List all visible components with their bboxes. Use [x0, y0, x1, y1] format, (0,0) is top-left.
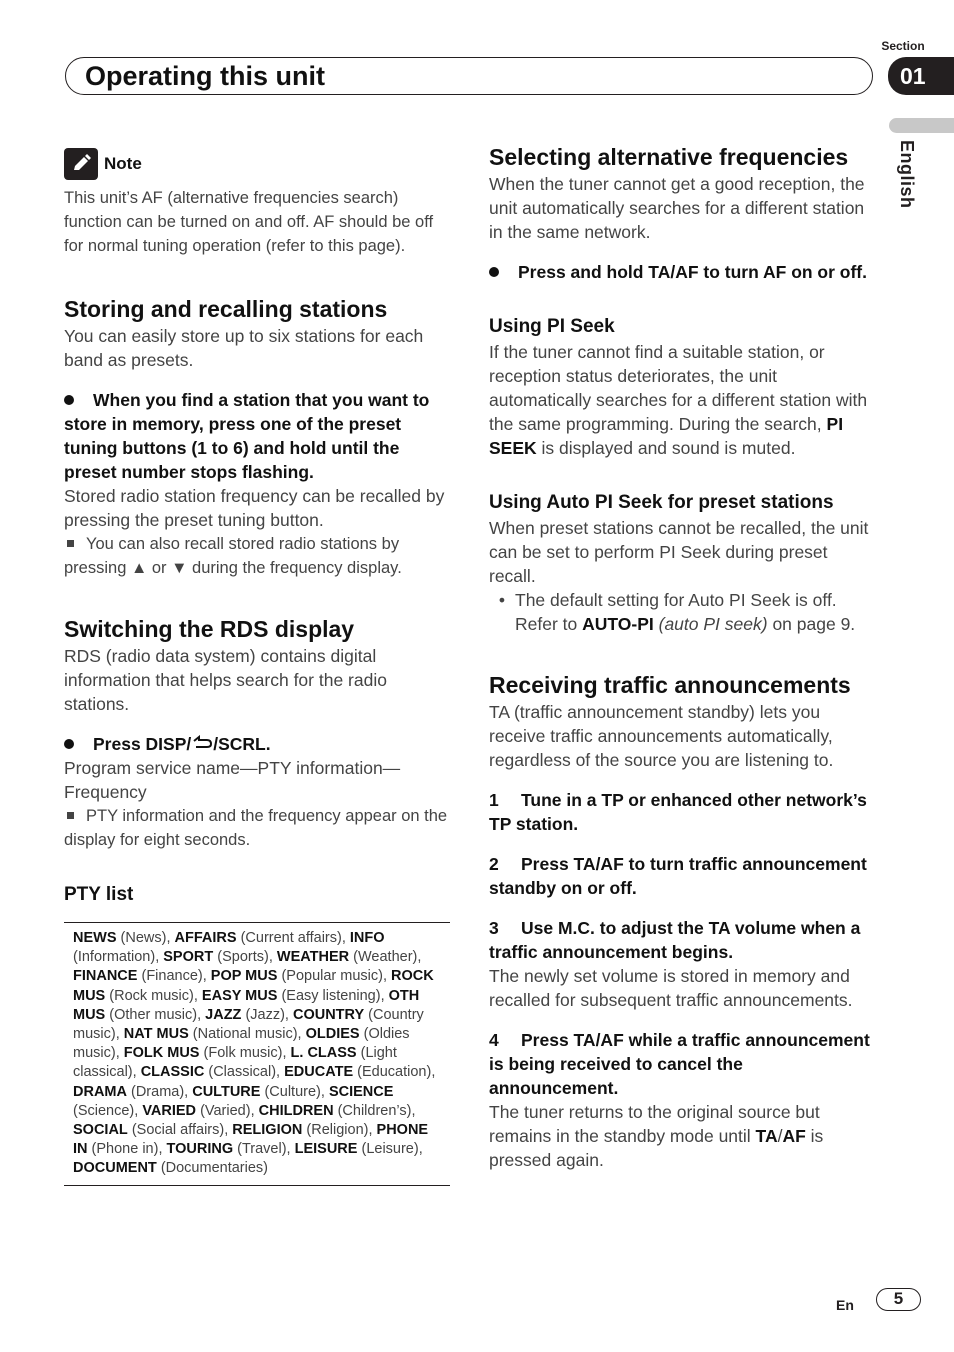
pty-code: RELIGION [232, 1122, 303, 1139]
step-text: Press TA/AF while a traffic announcement is being received to cancel the announcement. [489, 1030, 870, 1098]
pty-desc: (Education) [357, 1064, 432, 1081]
step4-result-af: AF [782, 1126, 806, 1146]
pty-item [175, 930, 342, 946]
rds-intro: RDS (radio data system) contains digital information that helps search for the radio stations. [64, 646, 387, 714]
traffic-step-3-result: The newly set volume is stored in memory and recalled for subsequent traffic announcements. [489, 966, 853, 1010]
step-text: Tune in a TP or enhanced other network’s TP station. [489, 790, 867, 834]
auto-pi-bullet-bold: AUTO-PI [582, 614, 654, 634]
pty-code: L. CLASS [290, 1045, 357, 1062]
pty-code: OTH MUS [73, 987, 420, 1023]
return-arrow-icon [191, 735, 213, 749]
pty-list: NEWS (News), AFFAIRS (Current affairs), INFO (Information), SPORT (Sports), WEATHER (Weather), FINANCE (Finance), POP MUS (Popular music), ROCK MUS (Rock music), EASY MUS (Easy listening), OTH MUS (Other music), JAZZ (Jazz), COUNTRY (Country music), NAT MUS (National music), OLDIES (Oldies music), FOLK MUS (Folk music), L. CLASS (Light classical), CLASSIC (Classical), EDUCATE (Education), DRAMA (Drama), CULTURE (Culture), SCIENCE (Science), VARIED (Varied), CHILDREN (Children’s), SOCIAL (Social affairs), RELIGION (Religion), PHONE IN (Phone in), TOURING (Travel), LEISURE (Leisure), DOCUMENT (Documentaries) [64, 922, 450, 1186]
step4-result-slash: / [777, 1126, 783, 1146]
pty-code: FOLK MUS [123, 1045, 200, 1062]
auto-pi-heading: Using Auto PI Seek for preset stations [489, 492, 834, 513]
pty-desc: (Children’s) [337, 1102, 412, 1119]
pty-item [73, 1160, 268, 1176]
pty-code: NEWS [73, 930, 117, 946]
storing-instruction-text: When you find a station that you want to store in memory, press one of the preset tuning buttons (1 to 6) and hold until the preset number stops flashing. [64, 390, 430, 482]
pty-item [277, 949, 417, 965]
step-number: 3 [489, 918, 499, 938]
traffic-step-1 [489, 788, 875, 836]
pty-code: FINANCE [73, 968, 138, 985]
right-column [489, 142, 875, 1172]
footer-language: En [836, 1297, 854, 1313]
bullet-icon [489, 267, 499, 277]
pty-code: DRAMA [73, 1083, 127, 1100]
pty-code: EASY MUS [201, 987, 278, 1004]
auto-pi-bullet [489, 588, 875, 636]
pty-desc: (Weather) [353, 949, 418, 966]
section-number: 01 [888, 57, 954, 95]
traffic-step-4-result [489, 1100, 875, 1172]
pty-desc: (Social affairs) [131, 1122, 225, 1139]
pty-desc: (Science) [73, 1102, 135, 1119]
pty-code: CHILDREN [258, 1102, 334, 1119]
pty-desc: (Leisure) [361, 1141, 419, 1158]
pty-code: CLASSIC [140, 1064, 205, 1081]
pty-desc: (Other music) [109, 1006, 198, 1023]
traffic-step-4 [489, 1028, 875, 1100]
storing-tip [64, 532, 450, 580]
pty-code: SCIENCE [328, 1083, 394, 1100]
pty-desc: (Travel) [237, 1141, 287, 1158]
small-bullet-icon: • [498, 590, 506, 610]
storing-intro: You can easily store up to six stations for each band as presets. [64, 326, 424, 370]
pty-code: DOCUMENT [73, 1160, 157, 1177]
pty-code: SOCIAL [73, 1122, 128, 1139]
square-bullet-icon [67, 540, 74, 547]
pty-desc: (Popular music) [281, 968, 383, 985]
pty-code: CULTURE [192, 1083, 261, 1100]
pty-heading: PTY list [64, 884, 134, 905]
pty-item [73, 930, 166, 946]
pty-desc: (Easy listening) [281, 987, 381, 1004]
pty-desc: (Country music) [73, 1006, 424, 1043]
pty-item [124, 1026, 298, 1042]
pty-desc: (Current affairs) [240, 930, 342, 946]
page-title: Operating this unit [85, 61, 325, 91]
pty-desc: (Light classical) [73, 1045, 397, 1081]
pty-item [192, 1084, 321, 1100]
alt-freq-intro: When the tuner cannot get a good reception, the unit automatically searches for a different station in the same network. [489, 174, 865, 242]
auto-pi-bullet-italic: (auto PI seek) [658, 614, 768, 634]
pty-desc: (Classical) [208, 1064, 277, 1081]
square-bullet-icon [67, 812, 74, 819]
step-text: Use M.C. to adjust the TA volume when a traffic announcement begins. [489, 918, 861, 962]
pty-code: TOURING [166, 1141, 234, 1158]
storing-result: Stored radio station frequency can be recalled by pressing the preset tuning button. [64, 486, 445, 530]
pty-desc: (News) [120, 930, 167, 946]
storing-instruction [64, 388, 450, 484]
pty-item [211, 968, 383, 984]
storing-heading: Storing and recalling stations [64, 296, 388, 322]
pty-item [259, 1103, 412, 1119]
pty-code: WEATHER [276, 949, 350, 966]
pi-seek-text-after: is displayed and sound is muted. [541, 438, 796, 458]
pty-code: NAT MUS [123, 1026, 189, 1043]
traffic-intro: TA (traffic announcement standby) lets you receive traffic announcements automatically, regardless of the source you are listening to. [489, 702, 834, 770]
pty-code: INFO [349, 930, 385, 946]
step4-result-prefix: The tuner returns to the original source but remains in the standby mode until [489, 1102, 820, 1146]
pty-code: SPORT [163, 949, 214, 966]
pty-desc: (Finance) [141, 968, 203, 985]
rds-tip-text: PTY information and the frequency appear on the display for eight seconds. [64, 807, 448, 849]
pty-code: ROCK MUS [73, 968, 434, 1004]
pty-item [124, 1045, 283, 1061]
pi-seek-bold: PI SEEK [489, 414, 844, 458]
pty-item [202, 988, 381, 1004]
pi-seek-text [489, 340, 875, 460]
pty-item [73, 968, 203, 984]
rds-instruction-prefix: Press DISP/ [93, 734, 192, 754]
left-column [64, 148, 450, 1186]
pty-item [284, 1064, 431, 1080]
note-pencil-icon [64, 148, 98, 180]
pty-desc: (Drama) [131, 1083, 185, 1100]
pty-code: COUNTRY [292, 1006, 365, 1023]
note-text: This unit’s AF (alternative frequencies search) function can be turned on and off. AF should be off for normal tuning operation (refer to this page). [64, 189, 434, 255]
traffic-step-3 [489, 916, 875, 964]
pty-desc: (Oldies music) [73, 1026, 410, 1062]
note-header [64, 148, 450, 180]
pty-item [205, 1007, 285, 1023]
step4-result-ta: TA [755, 1126, 778, 1146]
rds-tip [64, 804, 450, 852]
pty-code: LEISURE [294, 1141, 358, 1158]
rds-instruction-suffix: /SCRL. [213, 734, 271, 754]
pty-desc: (Culture) [264, 1083, 321, 1100]
step-number: 4 [489, 1030, 499, 1050]
pty-desc: (Religion) [306, 1122, 369, 1139]
pty-code: VARIED [142, 1102, 197, 1119]
auto-pi-bullet-prefix: The default setting for Auto PI Seek is off. Refer to [515, 590, 837, 634]
auto-pi-bullet-suffix: on page 9. [772, 614, 856, 634]
pty-desc: (National music) [192, 1026, 298, 1043]
step-text: Press TA/AF to turn traffic announcement standby on or off. [489, 854, 867, 898]
pty-desc: (Rock music) [109, 987, 194, 1004]
pty-code: PHONE IN [73, 1122, 429, 1158]
step4-result-suffix: is pressed again. [489, 1126, 824, 1170]
step-number: 2 [489, 854, 499, 874]
pty-item [73, 1122, 224, 1138]
storing-tip-text: You can also recall stored radio stations by pressing ▲ or ▼ during the frequency display. [64, 535, 402, 577]
pty-item [232, 1122, 368, 1138]
pty-item [142, 1103, 250, 1119]
pty-code: JAZZ [205, 1006, 242, 1023]
pty-desc: (Varied) [200, 1102, 251, 1119]
pty-item [295, 1141, 419, 1157]
pty-code: AFFAIRS [174, 930, 237, 946]
pi-seek-heading: Using PI Seek [489, 316, 615, 337]
step-number: 1 [489, 790, 499, 810]
pty-code: OLDIES [305, 1026, 360, 1043]
alt-freq-instruction [489, 260, 875, 284]
page-number: 5 [876, 1288, 921, 1311]
alt-freq-instruction-text: Press and hold TA/AF to turn AF on or off. [518, 262, 868, 282]
rds-heading: Switching the RDS display [64, 616, 355, 642]
traffic-step-2 [489, 852, 875, 900]
pi-seek-text-main: If the tuner cannot find a suitable station, or reception status deteriorates, the unit automatically searches for a different station with the same programming. During the search, [489, 342, 868, 434]
pty-desc: (Phone in) [91, 1141, 159, 1158]
pty-desc: (Sports) [217, 949, 269, 966]
pty-desc: (Information) [73, 949, 156, 966]
bullet-icon [64, 395, 74, 405]
pty-code: EDUCATE [284, 1064, 354, 1081]
pty-desc: (Folk music) [203, 1045, 283, 1062]
bullet-icon [64, 739, 74, 749]
section-label: Section [881, 39, 925, 53]
rds-instruction [64, 732, 450, 756]
traffic-heading: Receiving traffic announcements [489, 672, 851, 698]
pty-item [163, 949, 269, 965]
alt-freq-heading: Selecting alternative frequencies [489, 144, 849, 170]
pty-item [141, 1064, 276, 1080]
pty-item [73, 1084, 184, 1100]
auto-pi-text: When preset stations cannot be recalled, the unit can be set to perform PI Seek during preset recall. [489, 518, 869, 586]
pty-item [167, 1141, 287, 1157]
pty-code: POP MUS [210, 968, 278, 985]
language-label: English [897, 140, 917, 209]
note-label: Note [104, 154, 142, 173]
rds-result: Program service name—PTY information—Frequency [64, 758, 401, 802]
pty-desc: (Documentaries) [160, 1160, 268, 1177]
pty-desc: (Jazz) [245, 1006, 285, 1023]
language-tab [889, 118, 954, 133]
